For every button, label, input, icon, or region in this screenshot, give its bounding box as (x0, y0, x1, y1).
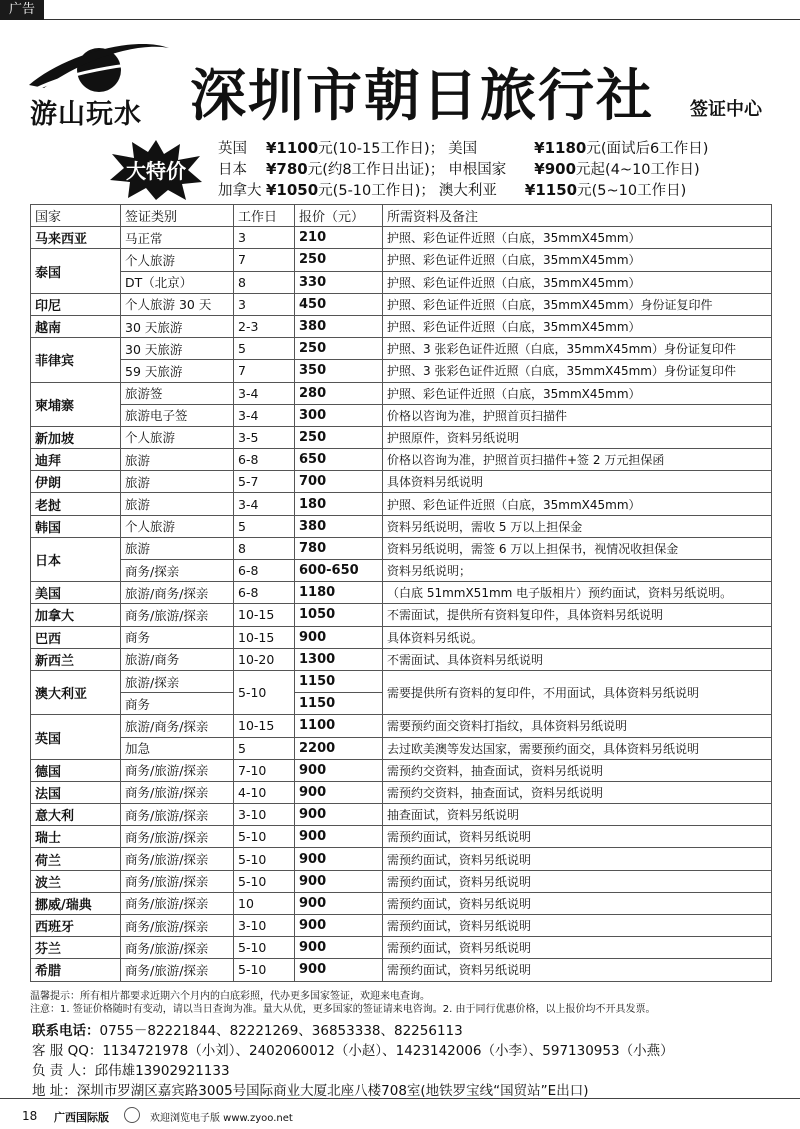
visa-type-cell: 商务/旅游/探亲 (121, 826, 234, 848)
page-footer (0, 1098, 800, 1129)
country-cell: 马来西亚 (31, 227, 121, 249)
country-cell: 印尼 (31, 293, 121, 315)
country-cell: 德国 (31, 759, 121, 781)
table-row (31, 959, 772, 981)
special-offers (218, 138, 708, 201)
country-cell: 美国 (31, 582, 121, 604)
workdays-cell: 3-5 (234, 426, 295, 448)
workdays-cell: 5-10 (234, 937, 295, 959)
website-link: 欢迎浏览电子版 www.zyoo.net (150, 1113, 293, 1124)
visa-type-cell: 商务/探亲 (121, 560, 234, 582)
price-cell: 1150 (295, 693, 383, 715)
country-cell: 瑞士 (31, 826, 121, 848)
table-row (31, 892, 772, 914)
price-cell: 1180 (295, 582, 383, 604)
table-row (31, 604, 772, 626)
table-row (31, 781, 772, 803)
visa-type-cell: 商务/旅游/探亲 (121, 781, 234, 803)
offer-detail: 元(面试后6工作日) (586, 141, 709, 157)
country-cell: 泰国 (31, 249, 121, 293)
country-cell: 迪拜 (31, 449, 121, 471)
country-cell: 加拿大 (31, 604, 121, 626)
price-cell: 900 (295, 892, 383, 914)
visa-type-cell: 旅游/商务/探亲 (121, 582, 234, 604)
workdays-cell: 7-10 (234, 759, 295, 781)
country-cell: 法国 (31, 781, 121, 803)
note-cell: 资料另纸说明，需收 5 万以上担保金 (383, 515, 772, 537)
price-cell: 330 (295, 271, 383, 293)
note-cell: 护照、彩色证件近照（白底，35mmX45mm） (383, 315, 772, 337)
offer-price: ¥1050 (266, 181, 319, 199)
price-cell: 1300 (295, 648, 383, 670)
country-cell: 西班牙 (31, 915, 121, 937)
note-cell: 需预约面试，资料另纸说明 (383, 826, 772, 848)
country-cell: 挪威/瑞典 (31, 892, 121, 914)
country-cell: 波兰 (31, 870, 121, 892)
price-cell: 900 (295, 759, 383, 781)
contact-person: 负 责 人：邱伟雄13902921133 (32, 1063, 230, 1079)
offer-price: ¥780 (266, 160, 308, 178)
table-row (31, 560, 772, 582)
column-header: 报价（元） (295, 205, 383, 227)
visa-type-cell: 商务/旅游/探亲 (121, 892, 234, 914)
visa-type-cell: 商务/旅游/探亲 (121, 604, 234, 626)
workdays-cell: 5 (234, 338, 295, 360)
table-row (31, 715, 772, 737)
price-cell: 380 (295, 315, 383, 337)
workdays-cell: 5-10 (234, 870, 295, 892)
price-cell: 780 (295, 537, 383, 559)
table-row (31, 626, 772, 648)
offer-detail: 元(5-10工作日)； (318, 183, 435, 199)
note-cell: 需预约交资料，抽查面试，资料另纸说明 (383, 781, 772, 803)
visa-price-table (30, 204, 772, 982)
note-cell: 需预约面试，资料另纸说明 (383, 959, 772, 981)
top-rule (44, 19, 800, 20)
country-cell: 希腊 (31, 959, 121, 981)
note-cell: 资料另纸说明； (383, 560, 772, 582)
note-cell: 不需面试、具体资料另纸说明 (383, 648, 772, 670)
country-cell: 英国 (31, 715, 121, 759)
workdays-cell: 5-10 (234, 959, 295, 981)
table-row (31, 404, 772, 426)
special-offer-line (218, 138, 708, 159)
table-row (31, 360, 772, 382)
column-header: 工作日 (234, 205, 295, 227)
offer-country: 澳大利亚 (438, 183, 497, 199)
table-row (31, 915, 772, 937)
note-cell: 护照原件，资料另纸说明 (383, 426, 772, 448)
table-row (31, 338, 772, 360)
note-cell: （白底 51mmX51mm 电子版相片）预约面试，资料另纸说明。 (383, 582, 772, 604)
note-cell: 护照、彩色证件近照（白底，35mmX45mm） (383, 227, 772, 249)
price-cell: 600-650 (295, 560, 383, 582)
contact-qq: 客 服 QQ：1134721978（小刘）、2402060012（小赵）、1423142006（小李）、597130953（小燕） (32, 1043, 674, 1059)
note-cell: 资料另纸说明，需签 6 万以上担保书，视情况收担保金 (383, 537, 772, 559)
workdays-cell: 3-4 (234, 404, 295, 426)
ad-tag: 广告 (0, 0, 44, 20)
table-row (31, 670, 772, 692)
price-cell: 300 (295, 404, 383, 426)
price-cell: 1050 (295, 604, 383, 626)
country-cell: 新西兰 (31, 648, 121, 670)
agency-subtitle: 签证中心 (690, 99, 762, 120)
visa-type-cell: 马正常 (121, 227, 234, 249)
notes (30, 990, 790, 1016)
visa-type-cell: 商务 (121, 693, 234, 715)
visa-type-cell: 个人旅游 (121, 426, 234, 448)
contact-phone: 联系电话：0755－82221844、82221269、36853338、82256113 (32, 1023, 463, 1039)
visa-type-cell: 加急 (121, 737, 234, 759)
country-cell: 菲律宾 (31, 338, 121, 382)
note-cell: 护照、彩色证件近照（白底，35mmX45mm） (383, 271, 772, 293)
table-header-row (31, 205, 772, 227)
workdays-cell: 3 (234, 227, 295, 249)
offer-detail: 元起(4~10工作日) (576, 162, 700, 178)
workdays-cell: 5-10 (234, 848, 295, 870)
visa-type-cell: 商务/旅游/探亲 (121, 959, 234, 981)
note-cell: 护照、彩色证件近照（白底，35mmX45mm）身份证复印件 (383, 293, 772, 315)
visa-type-cell: 旅游签 (121, 382, 234, 404)
country-cell: 日本 (31, 537, 121, 581)
page-number: 18 (22, 1109, 38, 1123)
visa-type-cell: 个人旅游 (121, 515, 234, 537)
price-cell: 900 (295, 826, 383, 848)
visa-type-cell: 商务/旅游/探亲 (121, 937, 234, 959)
visa-type-cell: 59 天旅游 (121, 360, 234, 382)
workdays-cell: 5-10 (234, 826, 295, 848)
visa-type-cell: 30 天旅游 (121, 315, 234, 337)
visa-type-cell: 商务 (121, 626, 234, 648)
offer-detail: 元(10-15工作日)； (318, 141, 445, 157)
offer-country: 美国 (448, 141, 478, 157)
price-cell: 650 (295, 449, 383, 471)
price-cell: 900 (295, 870, 383, 892)
note-cell: 需预约交资料，抽查面试，资料另纸说明 (383, 759, 772, 781)
special-price-badge (110, 140, 202, 200)
table-row (31, 426, 772, 448)
note-cell: 具体资料另纸说。 (383, 626, 772, 648)
price-cell: 900 (295, 804, 383, 826)
note-cell: 抽查面试，资料另纸说明 (383, 804, 772, 826)
price-cell: 900 (295, 781, 383, 803)
special-offer-line (218, 159, 708, 180)
table-row (31, 582, 772, 604)
table-row (31, 848, 772, 870)
workdays-cell: 7 (234, 249, 295, 271)
table-row (31, 804, 772, 826)
workdays-cell: 3-10 (234, 915, 295, 937)
visa-type-cell: 旅游电子签 (121, 404, 234, 426)
price-cell: 350 (295, 360, 383, 382)
country-cell: 柬埔寨 (31, 382, 121, 426)
visa-type-cell: 旅游 (121, 471, 234, 493)
price-cell: 900 (295, 626, 383, 648)
table-row (31, 471, 772, 493)
price-cell: 250 (295, 426, 383, 448)
visa-type-cell: 商务/旅游/探亲 (121, 848, 234, 870)
visa-type-cell: 旅游/商务/探亲 (121, 715, 234, 737)
price-cell: 900 (295, 959, 383, 981)
note-cell: 需预约面试，资料另纸说明 (383, 892, 772, 914)
price-cell: 2200 (295, 737, 383, 759)
note-cell: 需要提供所有资料的复印件，不用面试，具体资料另纸说明 (383, 670, 772, 714)
table-row (31, 449, 772, 471)
note-cell: 具体资料另纸说明 (383, 471, 772, 493)
price-cell: 250 (295, 249, 383, 271)
country-cell: 芬兰 (31, 937, 121, 959)
table-row (31, 826, 772, 848)
table-row (31, 515, 772, 537)
note-cell: 需预约面试，资料另纸说明 (383, 937, 772, 959)
note-cell: 护照、3 张彩色证件近照（白底，35mmX45mm）身份证复印件 (383, 360, 772, 382)
emblem-icon (124, 1107, 140, 1123)
country-cell: 意大利 (31, 804, 121, 826)
price-cell: 900 (295, 915, 383, 937)
offer-country: 申根国家 (448, 162, 507, 178)
offer-detail: 元(5~10工作日) (577, 183, 687, 199)
workdays-cell: 5 (234, 737, 295, 759)
table-row (31, 271, 772, 293)
workdays-cell: 3 (234, 293, 295, 315)
workdays-cell: 10-20 (234, 648, 295, 670)
visa-type-cell: DT（北京） (121, 271, 234, 293)
workdays-cell: 8 (234, 271, 295, 293)
note-warning: 注意：1. 签证价格随时有变动，请以当日查询为准。量大从优，更多国家的签证请来电咨询。2. 由于同行优惠价格，以上报价均不开具发票。 (30, 1004, 656, 1015)
table-row (31, 537, 772, 559)
workdays-cell: 3-4 (234, 493, 295, 515)
note-cell: 护照、彩色证件近照（白底，35mmX45mm） (383, 249, 772, 271)
note-cell: 需预约面试，资料另纸说明 (383, 870, 772, 892)
visa-type-cell: 旅游/探亲 (121, 670, 234, 692)
offer-price: ¥1180 (534, 139, 587, 157)
workdays-cell: 10-15 (234, 715, 295, 737)
visa-type-cell: 商务/旅游/探亲 (121, 870, 234, 892)
price-cell: 250 (295, 338, 383, 360)
country-cell: 伊朗 (31, 471, 121, 493)
logo-text: 游山玩水 (30, 99, 142, 130)
table-row (31, 382, 772, 404)
table-row (31, 759, 772, 781)
column-header: 签证类别 (121, 205, 234, 227)
note-tip: 温馨提示：所有相片都要求近期六个月内的白底彩照，代办更多国家签证，欢迎来电查询。 (30, 991, 430, 1002)
visa-type-cell: 商务/旅游/探亲 (121, 804, 234, 826)
visa-type-cell: 商务/旅游/探亲 (121, 915, 234, 937)
offer-price: ¥900 (534, 160, 577, 178)
price-cell: 1150 (295, 670, 383, 692)
table-row (31, 315, 772, 337)
workdays-cell: 10-15 (234, 604, 295, 626)
note-cell: 价格以咨询为准，护照首页扫描件+签 2 万元担保函 (383, 449, 772, 471)
visa-type-cell: 个人旅游 30 天 (121, 293, 234, 315)
special-offer-line (218, 180, 708, 201)
offer-detail: 元(约8工作日出证)； (307, 162, 445, 178)
note-cell: 不需面试，提供所有资料复印件，具体资料另纸说明 (383, 604, 772, 626)
table-row (31, 737, 772, 759)
offer-country: 加拿大 (218, 183, 262, 199)
table-row (31, 227, 772, 249)
price-cell: 700 (295, 471, 383, 493)
note-cell: 护照、3 张彩色证件近照（白底，35mmX45mm）身份证复印件 (383, 338, 772, 360)
workdays-cell: 6-8 (234, 582, 295, 604)
column-header: 国家 (31, 205, 121, 227)
table-row (31, 937, 772, 959)
workdays-cell: 10-15 (234, 626, 295, 648)
workdays-cell: 4-10 (234, 781, 295, 803)
workdays-cell: 10 (234, 892, 295, 914)
table-row (31, 648, 772, 670)
note-cell: 需要预约面交资料打指纹，具体资料另纸说明 (383, 715, 772, 737)
workdays-cell: 5-10 (234, 670, 295, 714)
edition-label: 广西国际版 (54, 1111, 109, 1124)
visa-type-cell: 商务/旅游/探亲 (121, 759, 234, 781)
visa-type-cell: 旅游 (121, 493, 234, 515)
column-header: 所需资料及备注 (383, 205, 772, 227)
workdays-cell: 3-4 (234, 382, 295, 404)
agency-title: 深圳市朝日旅行社 (190, 64, 654, 129)
offer-country: 英国 (218, 141, 247, 157)
visa-type-cell: 旅游 (121, 449, 234, 471)
price-cell: 900 (295, 937, 383, 959)
visa-type-cell: 旅游/商务 (121, 648, 234, 670)
price-cell: 180 (295, 493, 383, 515)
country-cell: 越南 (31, 315, 121, 337)
note-cell: 价格以咨询为准，护照首页扫描件 (383, 404, 772, 426)
workdays-cell: 6-8 (234, 449, 295, 471)
price-cell: 380 (295, 515, 383, 537)
workdays-cell: 3-10 (234, 804, 295, 826)
workdays-cell: 6-8 (234, 560, 295, 582)
contact-address: 地 址：深圳市罗湖区嘉宾路3005号国际商业大厦北座八楼708室(地铁罗宝线“国贸站”E出口) (32, 1083, 589, 1099)
country-cell: 韩国 (31, 515, 121, 537)
offer-price: ¥1150 (524, 181, 578, 199)
special-badge-text: 大特价 (126, 159, 186, 183)
workdays-cell: 2-3 (234, 315, 295, 337)
table-row (31, 249, 772, 271)
country-cell: 澳大利亚 (31, 670, 121, 714)
note-cell: 需预约面试，资料另纸说明 (383, 915, 772, 937)
workdays-cell: 7 (234, 360, 295, 382)
note-cell: 护照、彩色证件近照（白底，35mmX45mm） (383, 493, 772, 515)
visa-type-cell: 30 天旅游 (121, 338, 234, 360)
offer-price: ¥1100 (266, 139, 319, 157)
price-cell: 210 (295, 227, 383, 249)
country-cell: 巴西 (31, 626, 121, 648)
workdays-cell: 8 (234, 537, 295, 559)
visa-type-cell: 个人旅游 (121, 249, 234, 271)
note-cell: 护照、彩色证件近照（白底，35mmX45mm） (383, 382, 772, 404)
workdays-cell: 5 (234, 515, 295, 537)
contact-info (32, 1021, 792, 1101)
price-cell: 1100 (295, 715, 383, 737)
workdays-cell: 5-7 (234, 471, 295, 493)
table-row (31, 493, 772, 515)
country-cell: 荷兰 (31, 848, 121, 870)
note-cell: 需预约面试，资料另纸说明 (383, 848, 772, 870)
country-cell: 老挝 (31, 493, 121, 515)
note-cell: 去过欧美澳等发达国家，需要预约面交，具体资料另纸说明 (383, 737, 772, 759)
price-cell: 450 (295, 293, 383, 315)
table-row (31, 870, 772, 892)
table-row (31, 293, 772, 315)
price-cell: 900 (295, 848, 383, 870)
country-cell: 新加坡 (31, 426, 121, 448)
price-cell: 280 (295, 382, 383, 404)
visa-type-cell: 旅游 (121, 537, 234, 559)
offer-country: 日本 (218, 162, 247, 178)
